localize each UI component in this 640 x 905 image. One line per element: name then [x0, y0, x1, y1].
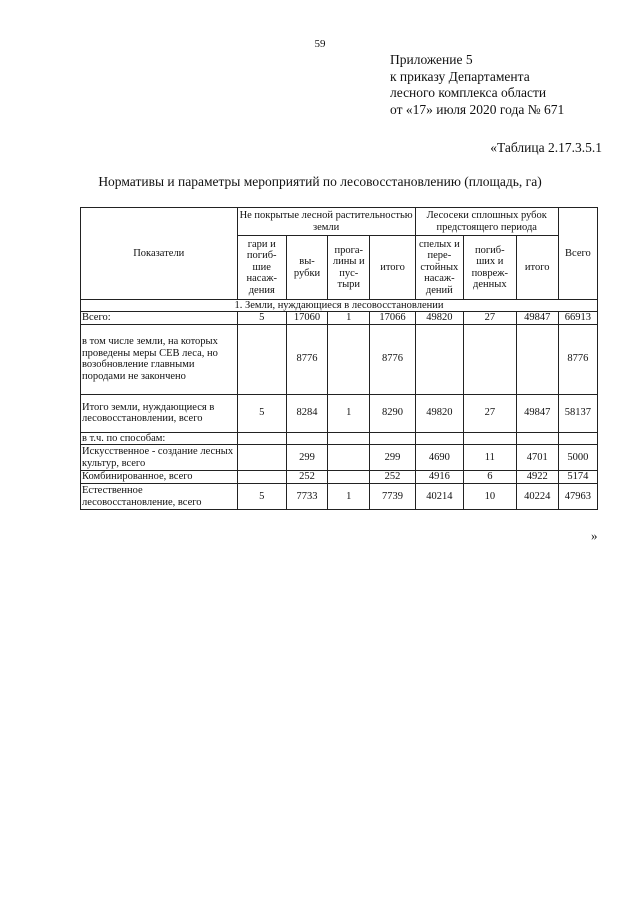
header-col: погиб- ших и повреж- денных — [464, 236, 517, 300]
page-number: 59 — [314, 38, 326, 50]
cell — [328, 324, 370, 394]
header-col: вы- рубки — [286, 236, 327, 300]
section-row — [81, 300, 598, 312]
cell: 252 — [286, 471, 327, 484]
cell — [516, 432, 558, 445]
cell — [558, 432, 597, 445]
cell: 49820 — [415, 394, 463, 432]
table-row — [81, 484, 598, 510]
cell — [237, 471, 286, 484]
header-col: прога- лины и пус- тыри — [328, 236, 370, 300]
cell: 299 — [286, 445, 327, 471]
cell: 5 — [237, 394, 286, 432]
table-row — [81, 324, 598, 394]
cell: 4916 — [415, 471, 463, 484]
row-label: Комбинированное, всего — [81, 471, 238, 484]
cell — [464, 324, 517, 394]
cell: 49847 — [516, 394, 558, 432]
cell: 8776 — [286, 324, 327, 394]
closing-quote: » — [591, 528, 598, 543]
cell — [237, 324, 286, 394]
cell: 5 — [237, 484, 286, 510]
cell — [370, 432, 415, 445]
row-label: Итого земли, нуждающиеся в лесовосстановлении, всего — [81, 394, 238, 432]
cell: 1 — [328, 394, 370, 432]
cell: 1 — [328, 312, 370, 325]
cell: 5 — [237, 312, 286, 325]
cell: 17060 — [286, 312, 327, 325]
header-col: спелых и пере- стойных насаж- дений — [415, 236, 463, 300]
cell: 27 — [464, 394, 517, 432]
cell: 4690 — [415, 445, 463, 471]
cell: 7739 — [370, 484, 415, 510]
cell: 4701 — [516, 445, 558, 471]
cell — [415, 324, 463, 394]
cell: 58137 — [558, 394, 597, 432]
appendix-block — [390, 52, 564, 118]
cell — [516, 324, 558, 394]
cell: 66913 — [558, 312, 597, 325]
header-col: итого — [370, 236, 415, 300]
appendix-line: Приложение 5 — [390, 52, 473, 67]
table-row — [81, 394, 598, 432]
header-total: Всего — [558, 208, 597, 300]
cell: 7733 — [286, 484, 327, 510]
cell: 8284 — [286, 394, 327, 432]
row-label: Искусственное - создание лесных культур, всего — [81, 445, 238, 471]
cell: 5000 — [558, 445, 597, 471]
cell: 6 — [464, 471, 517, 484]
cell: 27 — [464, 312, 517, 325]
table-label: «Таблица 2.17.3.5.1 — [490, 140, 602, 155]
appendix-line: от «17» июля 2020 года № 671 — [390, 101, 565, 117]
row-label: Всего: — [81, 312, 238, 325]
cell: 49820 — [415, 312, 463, 325]
cell — [464, 432, 517, 445]
cell: 8290 — [370, 394, 415, 432]
cell: 47963 — [558, 484, 597, 510]
cell — [286, 432, 327, 445]
row-label: в том числе земли, на которых проведены меры СЕВ леса, но возобновление главными породами не закончено — [81, 324, 238, 394]
row-label: Естественное лесовосстановление, всего — [81, 484, 238, 510]
cell: 252 — [370, 471, 415, 484]
cell: 8776 — [370, 324, 415, 394]
header-row-top — [81, 208, 598, 236]
document-title: Нормативы и параметры мероприятий по лесовосстановлению (площадь, га) — [98, 174, 542, 189]
cell — [415, 432, 463, 445]
row-label: в т.ч. по способам: — [81, 432, 238, 445]
cell — [328, 445, 370, 471]
header-col: гари и погиб- шие насаж- дения — [237, 236, 286, 300]
cell — [237, 432, 286, 445]
cell: 40224 — [516, 484, 558, 510]
table-row — [81, 471, 598, 484]
cell: 10 — [464, 484, 517, 510]
header-group-clearcuts: Лесосеки сплошных рубок предстоящего периода — [415, 208, 558, 236]
header-col: итого — [516, 236, 558, 300]
cell: 4922 — [516, 471, 558, 484]
reforestation-table — [80, 207, 598, 510]
header-indicators: Показатели — [81, 208, 238, 300]
cell: 1 — [328, 484, 370, 510]
cell: 49847 — [516, 312, 558, 325]
cell — [328, 471, 370, 484]
table-row — [81, 312, 598, 325]
cell: 299 — [370, 445, 415, 471]
header-group-unforested: Не покрытые лесной растительностью земли — [237, 208, 415, 236]
table-row — [81, 432, 598, 445]
cell: 17066 — [370, 312, 415, 325]
table-row — [81, 445, 598, 471]
cell — [328, 432, 370, 445]
appendix-line: лесного комплекса области — [390, 85, 547, 100]
cell — [237, 445, 286, 471]
cell: 8776 — [558, 324, 597, 394]
cell: 5174 — [558, 471, 597, 484]
cell: 11 — [464, 445, 517, 471]
cell: 40214 — [415, 484, 463, 510]
appendix-line: к приказу Департамента — [390, 68, 530, 84]
section-title: 1. Земли, нуждающиеся в лесовосстановлении — [81, 300, 598, 312]
